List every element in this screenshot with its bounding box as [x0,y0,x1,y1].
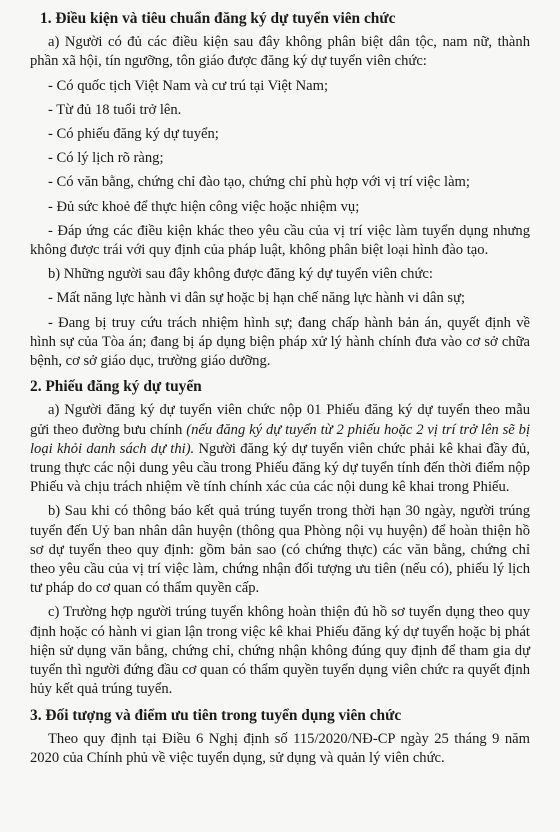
section-2-heading: 2. Phiếu đăng ký dự tuyển [30,378,202,396]
section-2a-paragraph [30,401,530,497]
section-2a-text-end: Người đăng ký dự tuyển viên chức phải kê khai đầy đủ, trung thực các nội dung yêu cầu trong Phiếu đăng ký dự tuyển tính đến thời điểm nộp Phiếu và chịu trách nhiệm về tính chính xác của các nội dung kê khai trong Phiếu. [30,440,530,496]
section-1b-intro: b) Những người sau đây không được đăng ký dự tuyển viên chức: [48,266,433,283]
list-item: - Từ đủ 18 tuổi trở lên. [48,101,182,118]
section-2b-paragraph: b) Sau khi có thông báo kết quả trúng tuyển trong thời hạn 30 ngày, người trúng tuyển đến Uỷ ban nhân dân huyện (thông qua Phòng nội vụ huyện) để hoàn thiện hồ sơ dự tuyển theo quy định: gồm bản sao (có chứng thực) các văn bằng, chứng chỉ theo yêu cầu của vị trí việc làm, chứng nhận đối tượng ưu tiên (nếu có), phiếu lý lịch tư pháp do cơ quan có thẩm quyền cấp. [30,503,530,597]
section-2a-italic-note: (nếu đăng ký dự tuyển từ 2 phiếu hoặc 2 vị trí trở lên sẽ bị loại khỏi danh sách dự thi). [30,421,530,457]
list-item: - Có văn bằng, chứng chỉ đào tạo, chứng chỉ phù hợp với vị trí việc làm; [48,174,470,191]
list-item: - Đáp ứng các điều kiện khác theo yêu cầu của vị trí việc làm tuyển dụng nhưng không được trái với quy định của pháp luật, không phân biệt loại hình đào tạo. [30,222,530,259]
section-2a-text-start: a) Người đăng ký dự tuyển viên chức nộp 01 Phiếu đăng ký dự tuyển theo mẫu gửi theo đường bưu chính [30,402,530,438]
list-item: - Có phiếu đăng ký dự tuyển; [48,126,219,143]
section-1a-intro: a) Người có đủ các điều kiện sau đây không phân biệt dân tộc, nam nữ, thành phần xã hội, tín ngưỡng, tôn giáo được đăng ký dự tuyển viên chức: [30,34,530,70]
list-item: - Có lý lịch rõ ràng; [48,150,164,167]
section-1-heading: 1. Điều kiện và tiêu chuẩn đăng ký dự tuyển viên chức [40,10,396,27]
list-item: - Đủ sức khoẻ để thực hiện công việc hoặc nhiệm vụ; [48,198,360,215]
section-2c-paragraph: c) Trường hợp người trúng tuyển không hoàn thiện đủ hồ sơ tuyển dụng theo quy định hoặc có hành vi gian lận trong việc kê khai Phiếu đăng ký dự tuyển hoặc bị phát hiện sử dụng văn bằng, chứng chỉ, chứng nhận không đúng quy định để tham gia dự tuyển thì người đứng đầu cơ quan có thẩm quyền tuyển dụng viên chức ra quyết định hủy kết quả trúng tuyển. [30,604,530,698]
section-3-heading: 3. Đối tượng và điểm ưu tiên trong tuyển dụng viên chức [30,706,402,724]
list-item: - Mất năng lực hành vi dân sự hoặc bị hạn chế năng lực hành vi dân sự; [48,290,466,307]
list-item: - Đang bị truy cứu trách nhiệm hình sự; đang chấp hành bản án, quyết định về hình sự của Tòa án; đang bị áp dụng biện pháp xử lý hành chính đưa vào cơ sở chữa bệnh, cơ sở giáo dục, trường giáo dưỡng. [30,314,530,370]
list-item: - Có quốc tịch Việt Nam và cư trú tại Việt Nam; [48,77,328,94]
section-3-paragraph: Theo quy định tại Điều 6 Nghị định số 115/2020/NĐ-CP ngày 25 tháng 9 năm 2020 của Chính phủ về việc tuyển dụng, sử dụng và quản lý viên chức. [30,730,530,766]
